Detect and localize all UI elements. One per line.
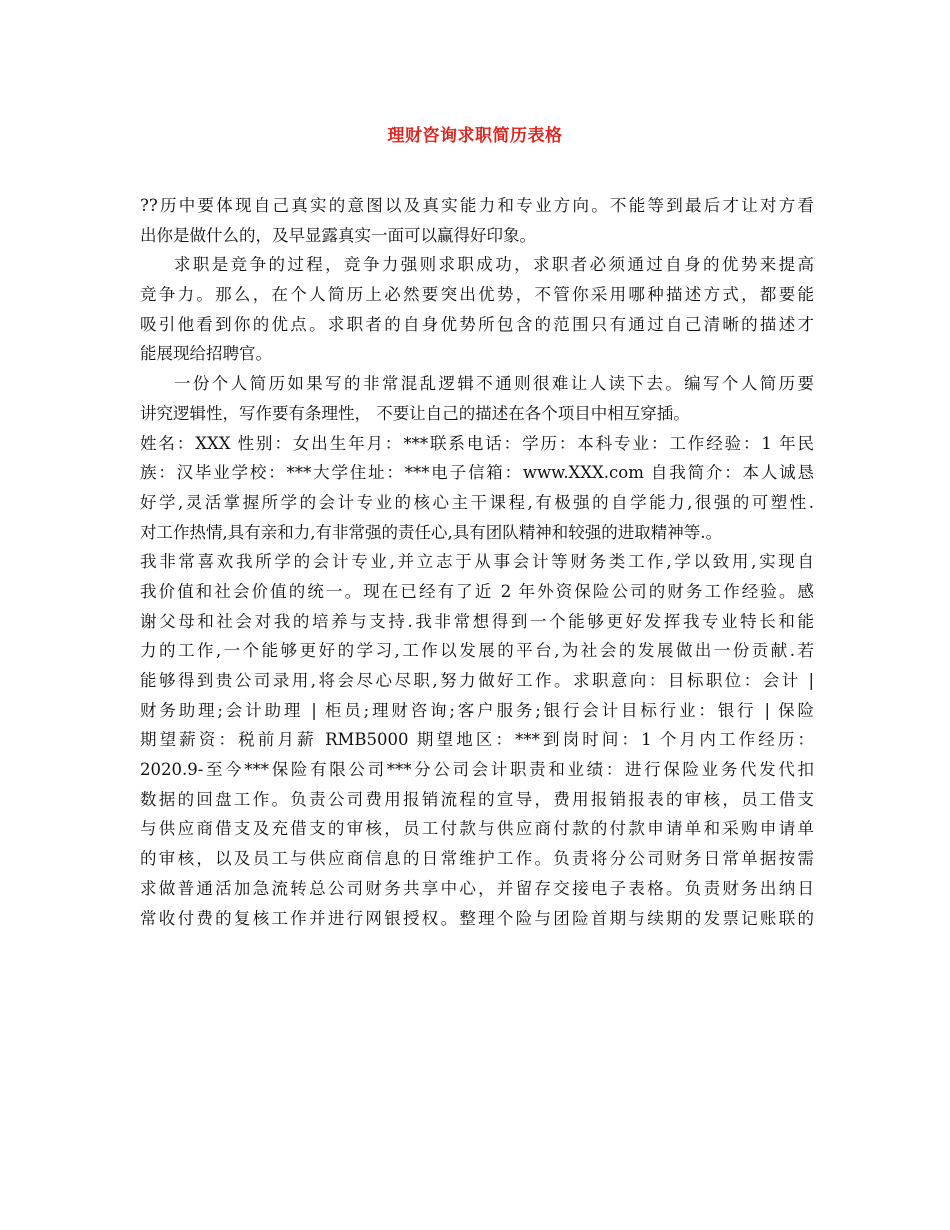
- body-line: 吸引他看到你的优点。求职者的自身优势所包含的范围只有通过自己清晰的描述才: [140, 314, 814, 334]
- body-line: 常收付费的复核工作并进行网银授权。整理个险与团险首期与续期的发票记账联的: [140, 908, 814, 928]
- body-line: 力的工作,一个能够更好的学习,工作以发展的平台,为社会的发展做出一份贡献.若: [140, 641, 814, 661]
- body-line: 期望薪资：税前月薪 RMB5000 期望地区：***到岗时间：1 个月内工作经历：: [140, 730, 814, 750]
- body-line: 求做普通活加急流转总公司财务共享中心，并留存交接电子表格。负责财务出纳日: [140, 878, 814, 898]
- body-line: 2020.9-至今***保险有限公司***分公司会计职责和业绩：进行保险业务代发代扣: [140, 760, 814, 780]
- body-line: 我非常喜欢我所学的会计专业,并立志于从事会计等财务类工作,学以致用,实现自: [140, 552, 814, 572]
- body-line: 姓名：XXX 性别：女出生年月：***联系电话：学历：本科专业：工作经验：1 年民: [140, 433, 814, 453]
- body-line: 谢父母和社会对我的培养与支持.我非常想得到一个能够更好发挥我专业特长和能: [140, 611, 814, 631]
- body-line: 能够得到贵公司录用,将会尽心尽职,努力做好工作。求职意向：目标职位：会计 |: [140, 671, 814, 690]
- document-title: 理财咨询求职简历表格: [387, 126, 563, 146]
- body-line: ??历中要体现自己真实的意图以及真实能力和专业方向。不能等到最后才让对方看: [140, 196, 814, 215]
- body-line: 出你是做什么的，及早显露真实一面可以赢得好印象。: [140, 225, 536, 245]
- body-line: 好学,灵活掌握所学的会计专业的核心主干课程,有极强的自学能力,很强的可塑性.: [140, 492, 814, 512]
- body-line: 与供应商借支及充借支的审核，员工付款与供应商付款的付款申请单和采购申请单: [140, 819, 814, 839]
- body-line: 我价值和社会价值的统一。现在已经有了近 2 年外资保险公司的财务工作经验。感: [140, 581, 814, 601]
- body-line: 一份个人简历如果写的非常混乱逻辑不通则很难让人读下去。编写个人简历要: [174, 374, 814, 394]
- body-line: 对工作热情,具有亲和力,有非常强的责任心,具有团队精神和较强的进取精神等.。: [140, 522, 722, 542]
- body-line: 能展现给招聘官。: [140, 344, 272, 364]
- document-body: [140, 191, 814, 933]
- body-line: 求职是竞争的过程，竞争力强则求职成功，求职者必须通过自身的优势来提高: [174, 255, 814, 275]
- body-line: 的审核，以及员工与供应商信息的日常维护工作。负责将分公司财务日常单据按需: [140, 849, 814, 869]
- body-line: 数据的回盘工作。负责公司费用报销流程的宣导，费用报销报表的审核，员工借支: [140, 789, 814, 809]
- body-line: 竞争力。那么，在个人简历上必然要突出优势，不管你采用哪种描述方式，都要能: [140, 285, 814, 305]
- body-line: 讲究逻辑性，写作要有条理性， 不要让自己的描述在各个项目中相互穿插。: [140, 403, 690, 423]
- body-line: 族：汉毕业学校：***大学住址：***电子信箱：www.XXX.com 自我简介：本人诚恳: [140, 463, 814, 483]
- body-line: 财务助理;会计助理 | 柜员;理财咨询;客户服务;银行会计目标行业：银行 | 保险: [140, 700, 814, 720]
